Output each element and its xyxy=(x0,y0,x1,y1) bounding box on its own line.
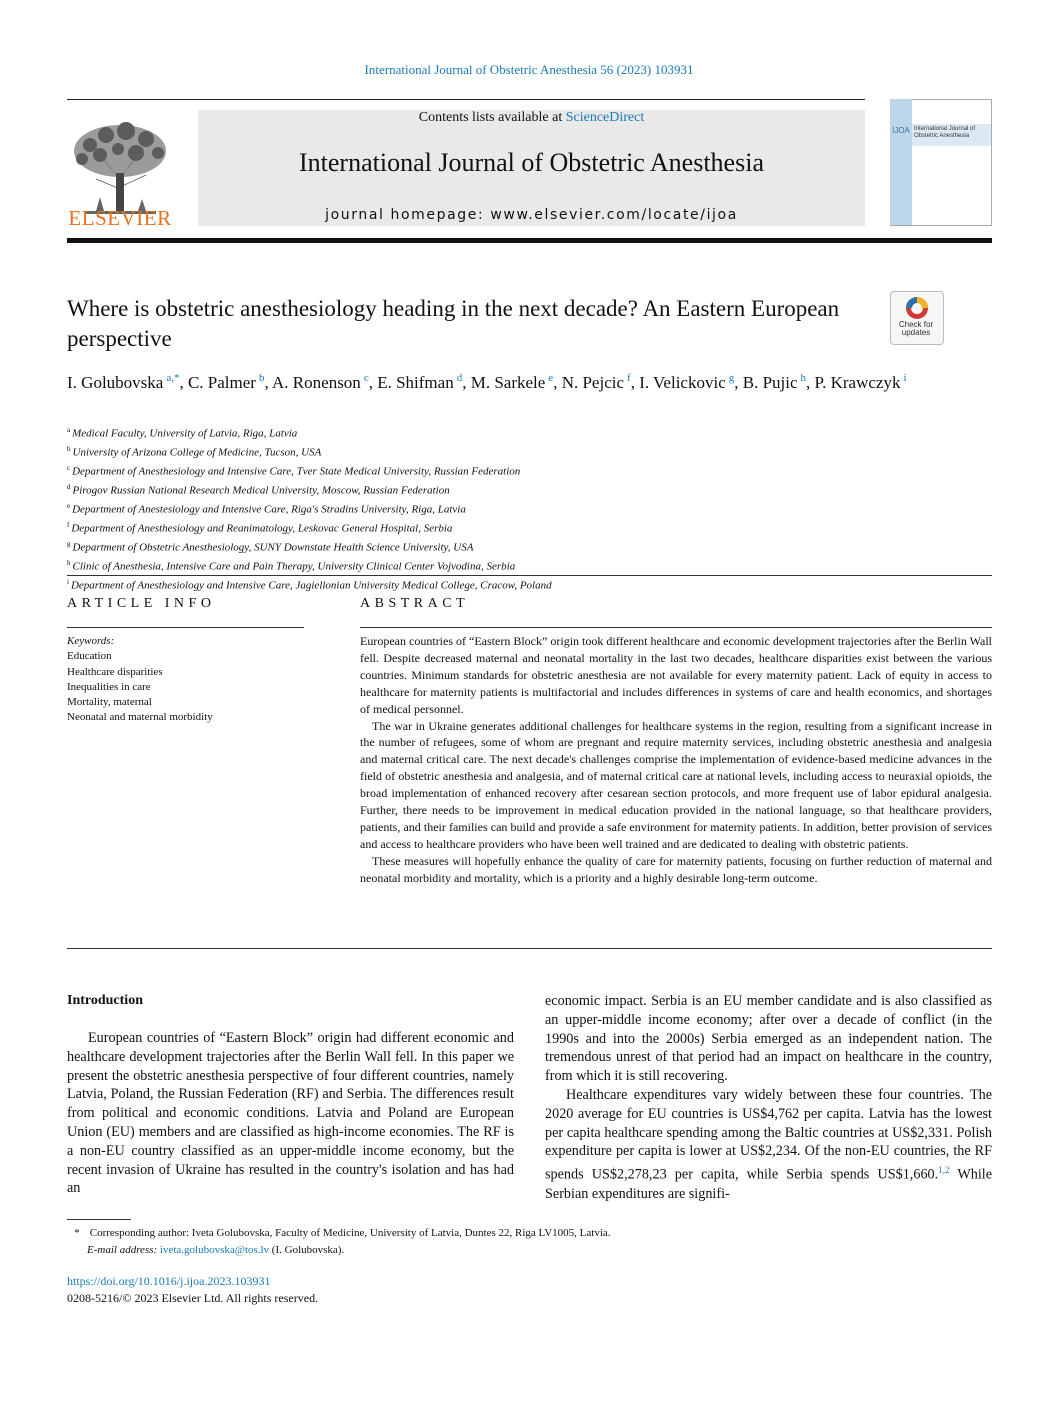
article-info-rule xyxy=(67,627,304,628)
body-paragraph xyxy=(545,1086,992,1204)
affiliation-item xyxy=(67,461,867,480)
elsevier-wordmark: ELSEVIER xyxy=(68,206,172,230)
body-paragraph: economic impact. Serbia is an EU member candidate and is also classified as an upper-middle income economy; after over a decade of conflict (in the 1990s and into the 2000s) Serbia emerged as an independent nation. The tremendous unrest of that period had an impact on healthcare in the country, from which it is still recovering. xyxy=(545,993,992,1085)
affiliation-item xyxy=(67,480,867,499)
author-affiliation-marker[interactable]: c xyxy=(363,372,369,384)
body-column-left xyxy=(67,1029,514,1198)
abstract-heading: ABSTRACT xyxy=(360,596,470,611)
abstract-paragraph: European countries of “Eastern Block” origin took different healthcare and economic development trajectories after the Berlin Wall fell. Despite decreased maternal and neonatal mortality in the last two decades, healthcare disparities exist between the various countries. Minimum standards for obstetric anesthesia are not available for every maternity patient. Lack of equity in access to healthcare for maternity patients is multifactorial and includes differences in systems of care and health economics, and shortages of medical personnel. xyxy=(360,634,992,716)
author-name[interactable]: B. Pujic xyxy=(742,372,798,392)
affiliation-marker: g xyxy=(67,539,71,548)
affiliation-marker: c xyxy=(67,463,71,472)
cover-journal-title: International Journal of Obstetric Anesthesia xyxy=(914,126,976,139)
abstract-paragraph: These measures will hopefully enhance the quality of care for maternity patients, focusing on further reduction of maternal and neonatal morbidity and mortality, which is a priority and a highly desirable long-term outcome. xyxy=(360,853,992,885)
author-name[interactable]: I. Velickovic xyxy=(639,372,726,392)
author-affiliation-marker[interactable]: a,* xyxy=(166,372,180,384)
journal-title: International Journal of Obstetric Anesthesia xyxy=(299,148,764,177)
keyword-item: Mortality, maternal xyxy=(67,696,152,709)
affiliation-item xyxy=(67,442,867,461)
affiliation-item xyxy=(67,556,867,575)
author-separator: , xyxy=(462,372,471,392)
author-name[interactable]: C. Palmer xyxy=(187,372,256,392)
author-name[interactable]: E. Shifman xyxy=(377,372,454,392)
email-link[interactable]: iveta.golubovska@tos.lv xyxy=(159,1243,270,1256)
body-paragraph-tail: While Serbian expenditures are signifi- xyxy=(545,1166,992,1202)
author-name[interactable]: N. Pejcic xyxy=(561,372,625,392)
author-name[interactable]: I. Golubovska xyxy=(67,372,164,392)
author-affiliation-marker[interactable]: h xyxy=(800,372,807,384)
body-paragraph-text: Healthcare expenditures vary widely between these four countries. The 2020 average for EU countries is US$4,762 per capita. Latvia has the lowest per capita healthcare spending among the Baltic countries at US$2,331. Polish expenditure per capita is lower at US$2,234. Of the non-EU countries, the RF spends US$2,278,23 per capita, while Serbia spends US$1,660. xyxy=(545,1086,992,1183)
author-entry[interactable] xyxy=(815,373,907,392)
affiliation-text: University of Arizona College of Medicine, Tucson, USA xyxy=(72,446,322,459)
introduction-heading: Introduction xyxy=(67,993,143,1008)
author-entry[interactable] xyxy=(471,373,562,392)
author-entry[interactable] xyxy=(188,373,272,392)
author-affiliation-marker[interactable]: f xyxy=(627,372,631,384)
author-entry[interactable] xyxy=(67,373,188,392)
affiliation-text: Department of Anesthesiology and Reanimatology, Leskovac General Hospital, Serbia xyxy=(71,522,453,535)
author-affiliation-marker[interactable]: e xyxy=(548,372,554,384)
body-column-right xyxy=(545,992,992,1204)
author-separator: , xyxy=(734,372,743,392)
author-entry[interactable] xyxy=(377,373,471,392)
body-paragraph: European countries of “Eastern Block” origin had different economic and healthcare development trajectories after the Berlin Wall fell. In this paper we present the obstetric anesthesia perspective of four different countries, namely Latvia, Poland, the Russian Federation (RF) and Serbia. The differences result from political and economic conditions. Latvia and Poland are European Union (EU) members and are classified as high-income economies. The RF is a non-EU country classified as an upper-middle income economy, but the recent invasion of Ukraine has resulted in the country's isolation and has had an xyxy=(67,1030,514,1197)
affiliation-marker: b xyxy=(67,444,71,453)
author-affiliation-marker[interactable]: i xyxy=(903,372,907,384)
abstract-rule xyxy=(360,627,992,628)
author-separator: , xyxy=(368,372,378,392)
check-updates-label: Check for updates xyxy=(898,320,934,337)
author-name[interactable]: M. Sarkele xyxy=(470,372,546,392)
author-affiliation-marker[interactable]: b xyxy=(258,372,265,384)
corresponding-text: Corresponding author: Iveta Golubovska, Faculty of Medicine, University of Latvia, Duntes 22, Riga LV1005, Latvia. xyxy=(89,1227,611,1239)
author-entry[interactable] xyxy=(743,373,815,392)
contents-line xyxy=(198,110,865,126)
affiliation-text: Department of Obstetric Anesthesiology, SUNY Downstate Health Science University, USA xyxy=(72,541,474,554)
affiliation-marker: d xyxy=(67,482,71,491)
author-separator: , xyxy=(179,372,188,392)
article-title: Where is obstetric anesthesiology heading in the next decade? An Eastern European perspective xyxy=(67,296,840,351)
reference-link[interactable]: 1,2 xyxy=(938,1165,950,1176)
corresponding-line xyxy=(67,1225,827,1242)
author-entry[interactable] xyxy=(562,373,640,392)
affiliation-marker: h xyxy=(67,558,71,567)
affiliation-marker: i xyxy=(67,577,69,586)
corresponding-author-footnote xyxy=(67,1225,827,1258)
affiliation-list xyxy=(67,423,867,594)
keywords-label: Keywords: xyxy=(67,635,115,647)
email-line xyxy=(67,1242,827,1259)
masthead-thick-rule xyxy=(67,238,992,243)
affiliation-item xyxy=(67,499,867,518)
author-affiliation-marker[interactable]: g xyxy=(728,372,735,384)
keyword-item: Healthcare disparities xyxy=(67,665,163,678)
check-updates-icon xyxy=(891,292,943,322)
affiliation-text: Medical Faculty, University of Latvia, Riga, Latvia xyxy=(72,427,298,440)
keywords-block xyxy=(67,634,307,726)
author-entry[interactable] xyxy=(639,373,743,392)
author-list xyxy=(67,366,997,395)
affiliation-text: Pirogov Russian National Research Medical University, Moscow, Russian Federation xyxy=(72,484,450,497)
keyword-item: Education xyxy=(67,650,112,663)
abstract-body xyxy=(360,633,992,887)
cover-side-strip xyxy=(890,99,912,225)
author-name[interactable]: A. Ronenson xyxy=(272,372,361,392)
abstract-bottom-rule xyxy=(67,948,992,949)
affiliation-text: Department of Anesthesiology and Intensive Care, Jagiellonian University Medical College, Cracow, Poland xyxy=(70,579,552,592)
author-affiliation-marker[interactable]: d xyxy=(456,372,463,384)
keyword-item: Neonatal and maternal morbidity xyxy=(67,711,213,724)
affiliation-item xyxy=(67,518,867,537)
journal-homepage-link[interactable]: journal homepage: www.elsevier.com/locate/ijoa xyxy=(325,207,738,223)
journal-reference-link[interactable]: International Journal of Obstetric Anesthesia 56 (2023) 103931 xyxy=(364,62,694,77)
footnote-marker: * xyxy=(74,1227,80,1239)
affiliation-item xyxy=(67,423,867,442)
author-separator: , xyxy=(630,372,640,392)
author-separator: , xyxy=(264,372,273,392)
footnote-rule xyxy=(67,1219,131,1220)
affiliation-marker: f xyxy=(67,520,70,529)
sciencedirect-link[interactable]: ScienceDirect xyxy=(565,110,645,125)
copyright-line: 0208-5216/© 2023 Elsevier Ltd. All rights reserved. xyxy=(67,1291,319,1305)
affiliation-text: Clinic of Anesthesia, Intensive Care and Pain Therapy, University Clinical Center Vojvodina, Serbia xyxy=(72,560,516,573)
affiliation-marker: e xyxy=(67,501,71,510)
author-separator: , xyxy=(806,372,815,392)
affiliations-rule xyxy=(67,575,992,576)
keyword-item: Inequalities in care xyxy=(67,680,151,693)
author-name[interactable]: P. Krawczyk xyxy=(814,372,901,392)
affiliation-item xyxy=(67,537,867,556)
abstract-paragraph: The war in Ukraine generates additional challenges for healthcare systems in the region, resulting from a significant increase in the number of refugees, some of whom are pregnant and require maternity services, including obstetric anesthesia and analgesia and maternal critical care. The next decade's challenges comprise the implementation of evidence-based medicine advances in the field of obstetric anesthesia and analgesia, and of maternal critical care at national levels, including access to neuraxial opioids, the broad implementation of enhanced recovery after cesarean section protocols, and more frequent use of labor epidural analgesia. Further, there needs to be improvement in medical education provided in the national language, so that healthcare providers, patients, and their families can build and provide a safe environment for maternity patients. In addition, better provision of services and access to healthcare providers who have been well trained and are dedicated to dealing with obstetric patients. xyxy=(360,718,992,851)
affiliation-marker: a xyxy=(67,426,71,434)
contents-prefix: Contents lists available at xyxy=(418,110,566,125)
article-info-heading: ARTICLE INFO xyxy=(67,596,216,611)
cover-abbreviation: IJOA xyxy=(892,126,910,135)
email-suffix: (I. Golubovska). xyxy=(269,1243,345,1256)
author-entry[interactable] xyxy=(272,373,377,392)
affiliation-text: Department of Anestesiology and Intensive Care, Riga's Stradins University, Riga, Latvia xyxy=(72,503,466,516)
affiliation-item xyxy=(67,575,867,594)
email-label: E-mail address: xyxy=(87,1243,158,1256)
doi-link[interactable]: https://doi.org/10.1016/j.ijoa.2023.103931 xyxy=(67,1274,271,1288)
header-rule xyxy=(67,99,865,100)
author-separator: , xyxy=(553,372,562,392)
affiliation-text: Department of Anesthesiology and Intensive Care, Tver State Medical University, Russian Federation xyxy=(72,465,521,478)
